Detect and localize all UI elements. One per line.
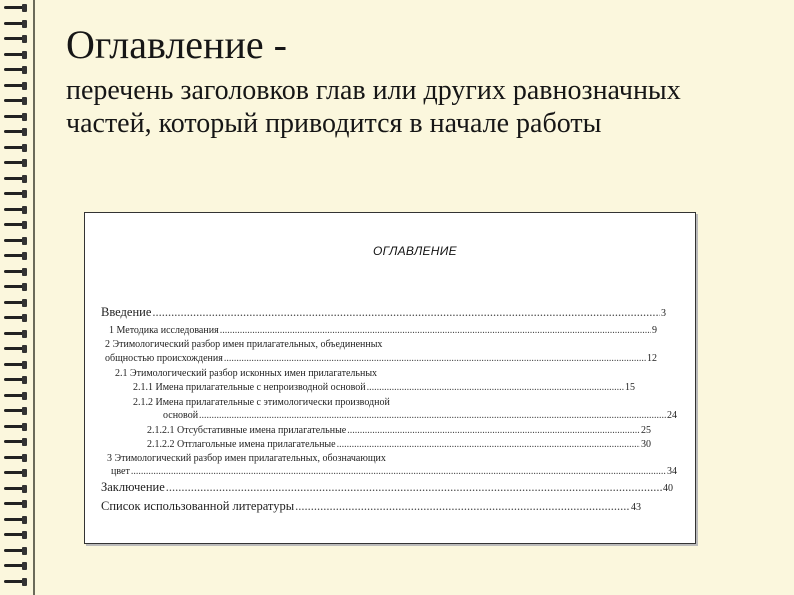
toc-entry-page: 25 bbox=[641, 425, 651, 436]
binding-ring bbox=[4, 423, 28, 431]
toc-entry-section-2-1-2-2 bbox=[147, 439, 651, 450]
toc-heading: ОГЛАВЛЕНИЕ bbox=[373, 244, 457, 258]
toc-entry-section-2-1-2-1 bbox=[147, 425, 651, 436]
slide-title: Оглавление - bbox=[66, 22, 287, 67]
binding-ring bbox=[4, 35, 28, 43]
binding-ring bbox=[4, 531, 28, 539]
binding-ring bbox=[4, 128, 28, 136]
binding-ring bbox=[4, 268, 28, 276]
binding-ring bbox=[4, 51, 28, 59]
toc-leader-dots bbox=[152, 305, 660, 320]
binding-ring bbox=[4, 190, 28, 198]
toc-entry-section-2-1-1 bbox=[133, 382, 635, 393]
toc-entry-bibliography bbox=[101, 499, 641, 514]
binding-ring bbox=[4, 221, 28, 229]
binding-ring bbox=[4, 113, 28, 121]
toc-leader-dots bbox=[220, 325, 651, 336]
toc-entry-page: 40 bbox=[663, 483, 673, 494]
toc-entry-page: 3 bbox=[661, 308, 666, 319]
toc-entry-title: 2.1.2.2 Отглагольные имена прилагательные bbox=[147, 439, 336, 450]
binding-ring bbox=[4, 578, 28, 586]
binding-ring bbox=[4, 547, 28, 555]
binding-ring bbox=[4, 175, 28, 183]
toc-entry-title: 2.1.2.1 Отсубстативные имена прилагательные bbox=[147, 425, 347, 436]
binding-ring bbox=[4, 407, 28, 415]
binding-ring bbox=[4, 314, 28, 322]
toc-leader-dots bbox=[295, 499, 630, 514]
binding-ring bbox=[4, 562, 28, 570]
toc-leader-dots bbox=[224, 353, 646, 364]
toc-entry-title: Введение bbox=[101, 305, 152, 319]
toc-entry-title: цвет bbox=[111, 466, 130, 477]
toc-leader-dots bbox=[131, 466, 666, 477]
toc-leader-dots bbox=[367, 382, 624, 393]
binding-ring bbox=[4, 469, 28, 477]
toc-entry-section-2-1-2 bbox=[163, 410, 677, 421]
toc-entry-page: 43 bbox=[631, 502, 641, 513]
toc-entry-title: 2.1.1 Имена прилагательные с непроизводной основой bbox=[133, 382, 366, 393]
binding-ring bbox=[4, 516, 28, 524]
binding-ring bbox=[4, 330, 28, 338]
toc-entry-chapter-1 bbox=[109, 325, 657, 336]
notebook-spine bbox=[0, 0, 36, 595]
binding-ring bbox=[4, 4, 28, 12]
toc-entry-chapter-2-line1: 2 Этимологический разбор имен прилагательных, объединенных bbox=[105, 339, 383, 350]
binding-ring bbox=[4, 144, 28, 152]
toc-entry-page: 15 bbox=[625, 382, 635, 393]
toc-leader-dots bbox=[337, 439, 640, 450]
toc-leader-dots bbox=[347, 425, 640, 436]
binding-ring bbox=[4, 97, 28, 105]
toc-entry-page: 12 bbox=[647, 353, 657, 364]
binding-ring bbox=[4, 438, 28, 446]
toc-entry-page: 24 bbox=[667, 410, 677, 421]
binding-ring bbox=[4, 82, 28, 90]
toc-entry-conclusion bbox=[101, 480, 673, 495]
toc-entry-title: общностью происхождения bbox=[105, 353, 223, 364]
slide-subtitle: перечень заголовков глав или других равнозначных частей, который приводится в начале работы bbox=[66, 75, 681, 139]
binding-ring bbox=[4, 454, 28, 462]
binding-ring bbox=[4, 252, 28, 260]
binding-ring bbox=[4, 206, 28, 214]
binding-ring bbox=[4, 299, 28, 307]
toc-entry-chapter-3-line1: 3 Этимологический разбор имен прилагательных, обозначающих bbox=[107, 453, 386, 464]
binding-ring bbox=[4, 485, 28, 493]
toc-entry-section-2-1: 2.1 Этимологический разбор исконных имен прилагательных bbox=[115, 368, 378, 379]
toc-entry-page: 30 bbox=[641, 439, 651, 450]
spine-edge-line bbox=[33, 0, 35, 595]
toc-entry-title: Список использованной литературы bbox=[101, 499, 295, 513]
toc-entry-page: 9 bbox=[652, 325, 657, 336]
toc-entry-introduction bbox=[101, 305, 666, 320]
binding-ring bbox=[4, 392, 28, 400]
toc-entry-title: основой bbox=[163, 410, 199, 421]
binding-ring bbox=[4, 361, 28, 369]
toc-entry-page: 34 bbox=[667, 466, 677, 477]
toc-leader-dots bbox=[199, 410, 666, 421]
binding-ring bbox=[4, 283, 28, 291]
binding-ring bbox=[4, 376, 28, 384]
binding-ring bbox=[4, 500, 28, 508]
table-of-contents-sample bbox=[84, 212, 696, 544]
toc-entry-chapter-3 bbox=[111, 466, 677, 477]
toc-entry-chapter-2 bbox=[105, 353, 657, 364]
toc-entry-section-2-1-2-line1: 2.1.2 Имена прилагательные с этимологически производной bbox=[133, 397, 390, 408]
toc-leader-dots bbox=[166, 480, 662, 495]
binding-ring bbox=[4, 345, 28, 353]
toc-entry-title: Заключение bbox=[101, 480, 165, 494]
binding-ring bbox=[4, 20, 28, 28]
toc-entry-title: 1 Методика исследования bbox=[109, 325, 219, 336]
binding-ring bbox=[4, 237, 28, 245]
binding-ring bbox=[4, 66, 28, 74]
binding-ring bbox=[4, 159, 28, 167]
